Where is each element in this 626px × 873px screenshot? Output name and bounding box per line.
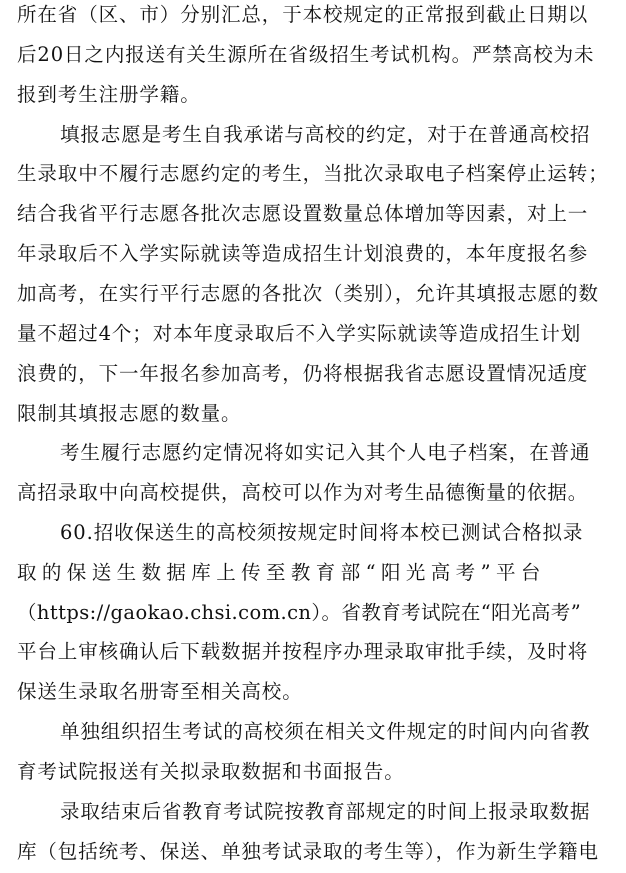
text-line: （https://gaokao.chsi.com.cn）。省教育考试院在“阳光高考” — [17, 601, 582, 624]
text-line: 库（包括统考、保送、单独考试录取的考生等），作为新生学籍电 — [17, 840, 599, 863]
text-line: 生录取中不履行志愿约定的考生，当批次录取电子档案停止运转； — [17, 162, 609, 185]
text-line: 单独组织招生考试的高校须在相关文件规定的时间内向省教 — [60, 720, 591, 743]
text-line: 限制其填报志愿的数量。 — [17, 402, 242, 425]
text-line: 后20日之内报送有关生源所在省级招生考试机构。严禁高校为未 — [17, 43, 595, 66]
text-line: 育考试院报送有关拟录取数据和书面报告。 — [17, 760, 405, 783]
text-line: 录取结束后省教育考试院按教育部规定的时间上报录取数据 — [60, 800, 591, 823]
text-line: 结合我省平行志愿各批次志愿设置数量总体增加等因素，对上一 — [17, 202, 589, 225]
text-line: 平台上审核确认后下载数据并按程序办理录取审批手续，及时将 — [17, 640, 589, 663]
text-line: 考生履行志愿约定情况将如实记入其个人电子档案，在普通 — [60, 441, 591, 464]
text-line: 加高考，在实行平行志愿的各批次（类别），允许其填报志愿的数 — [17, 282, 599, 305]
text-line: 浪费的，下一年报名参加高考，仍将根据我省志愿设置情况适度 — [17, 362, 589, 385]
text-line: 高招录取中向高校提供，高校可以作为对考生品德衡量的依据。 — [17, 481, 589, 504]
text-line: 所在省（区、市）分别汇总，于本校规定的正常报到截止日期以 — [17, 3, 589, 26]
text-line: 60.招收保送生的高校须按规定时间将本校已测试合格拟录 — [60, 521, 584, 544]
text-line: 年录取后不入学实际就读等造成招生计划浪费的，本年度报名参 — [17, 242, 589, 265]
text-line: 保送生录取名册寄至相关高校。 — [17, 680, 303, 703]
text-line: 量不超过4个；对本年度录取后不入学实际就读等造成招生计划 — [17, 322, 582, 345]
text-line: 填报志愿是考生自我承诺与高校的约定，对于在普通高校招 — [60, 123, 591, 146]
text-line: 报到考生注册学籍。 — [17, 83, 201, 106]
text-line: 取的保送生数据库上传至教育部“阳光高考”平台 — [17, 561, 546, 584]
